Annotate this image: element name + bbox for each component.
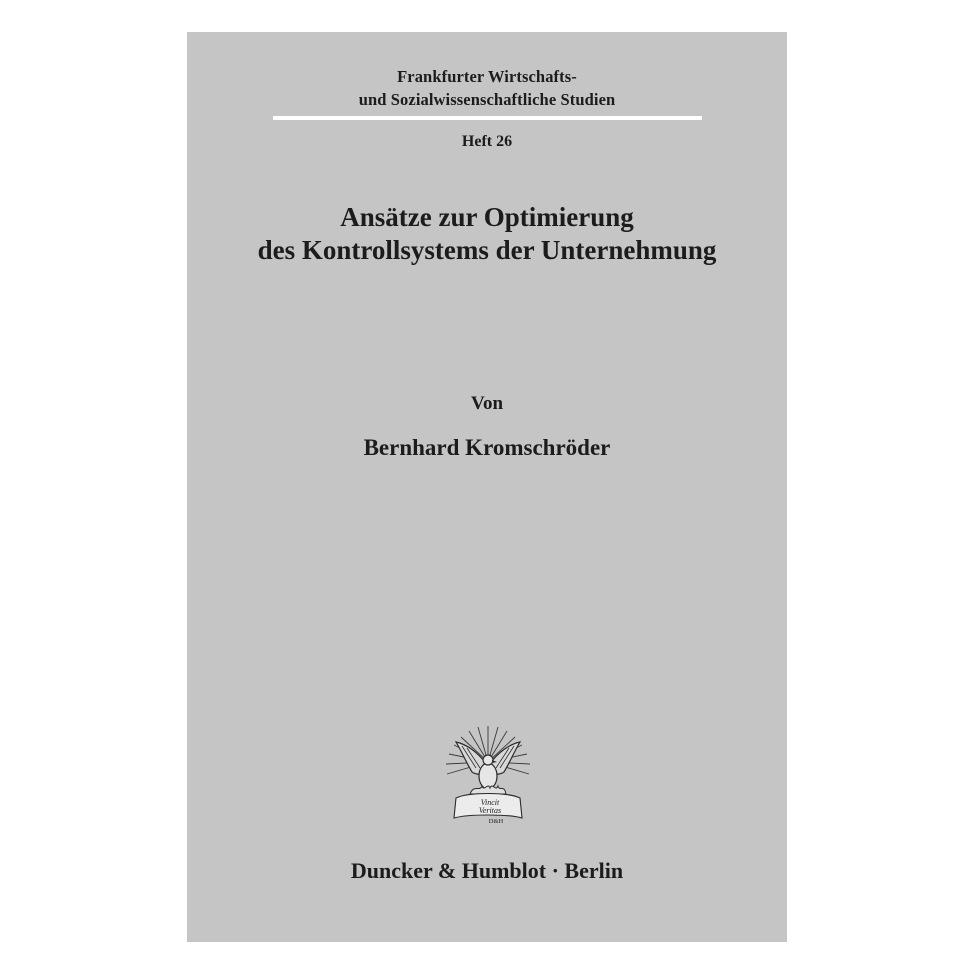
series-title xyxy=(187,65,787,111)
phoenix-crest-icon xyxy=(438,722,538,832)
flames xyxy=(470,786,506,794)
book-title xyxy=(187,201,787,267)
motto-line-2: Veritas xyxy=(478,806,502,815)
bird-head xyxy=(483,755,493,765)
publisher-initials: D&H xyxy=(488,818,504,825)
book-cover xyxy=(187,32,787,942)
author-name: Bernhard Kromschröder xyxy=(363,435,611,460)
bird-body xyxy=(479,763,497,789)
book-title-line-2: des Kontrollsystems der Unternehmung xyxy=(257,235,717,265)
motto-line-1: Vincit xyxy=(480,798,500,807)
book-title-line-1: Ansätze zur Optimierung xyxy=(340,202,634,232)
by-label: Von xyxy=(470,393,504,414)
series-title-line-2: und Sozialwissenschaftliche Studien xyxy=(358,90,616,109)
volume-number: Heft 26 xyxy=(461,133,513,150)
publisher-logo-graphic xyxy=(438,722,538,832)
divider-rule xyxy=(273,116,702,120)
publisher-line: Duncker & Humblot · Berlin xyxy=(350,858,624,883)
series-title-line-1: Frankfurter Wirtschafts- xyxy=(397,67,577,86)
